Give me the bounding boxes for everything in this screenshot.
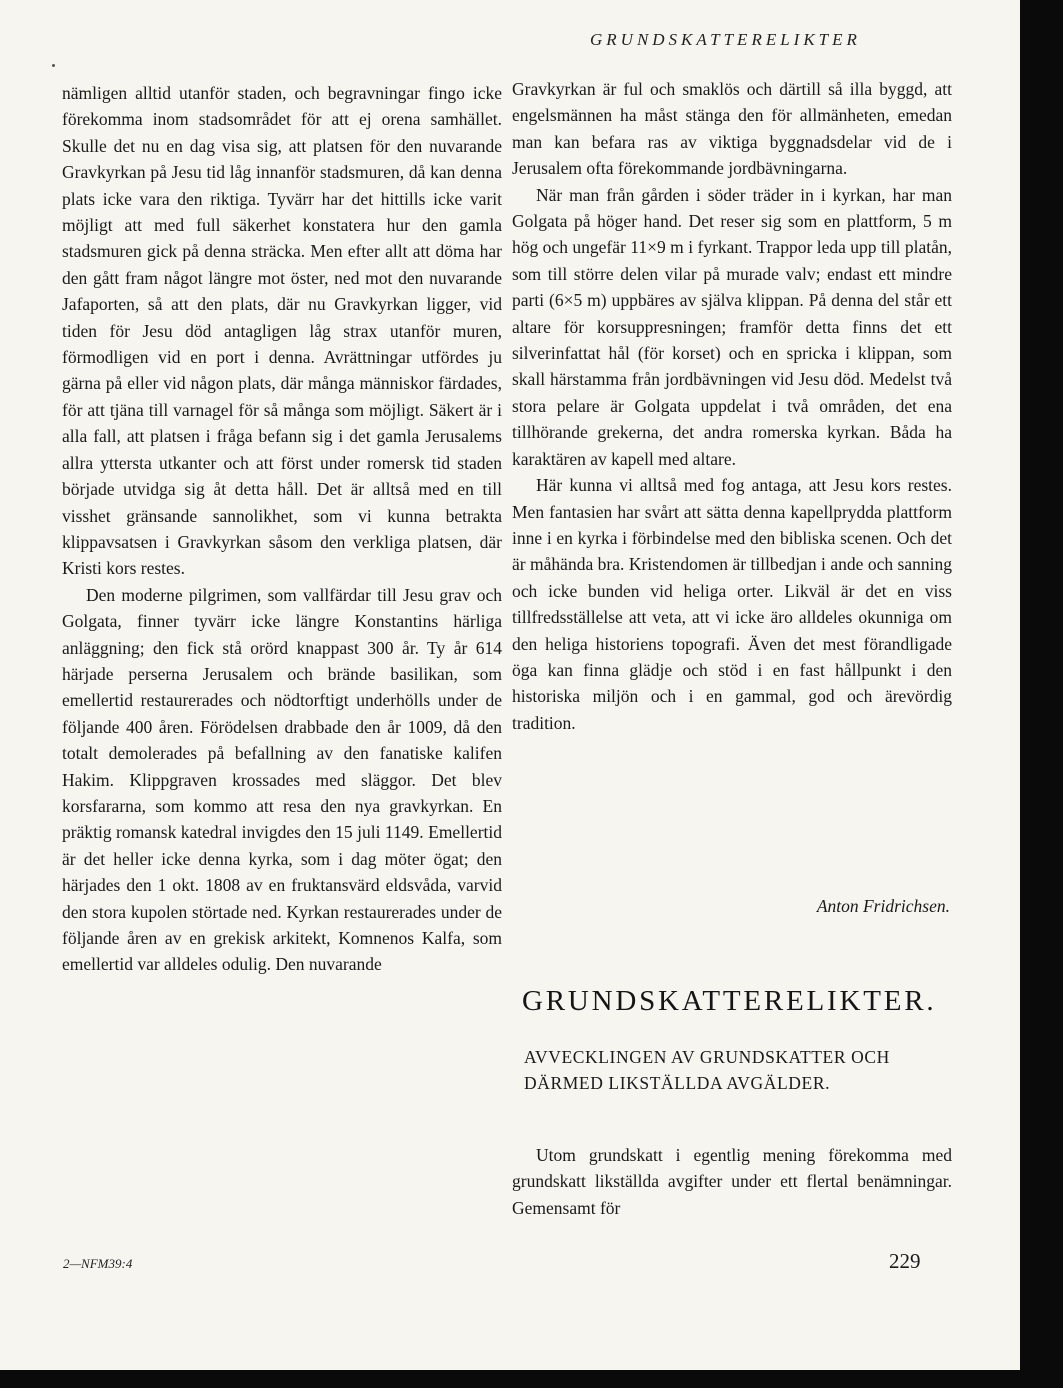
- running-head: GRUNDSKATTERELIKTER: [590, 30, 861, 49]
- right-paragraph-1: Gravkyrkan är ful och smaklös och därtill så illa byggd, att engelsmännen ha måst stänga den för allmänheten, emedan man kan befara ras av viktiga byggnadsdelar vid de i Jerusalem ofta förekommande jordbävningarna.: [512, 79, 952, 179]
- author-signature: Anton Fridrichsen.: [816, 896, 950, 916]
- article-title: GRUNDSKATTERELIKTER.: [522, 985, 937, 1017]
- article-body: [512, 1142, 952, 1221]
- right-column: [512, 76, 952, 736]
- article-subtitle: AVVECKLINGEN AV GRUNDSKATTER OCH DÄRMED LIKSTÄLLDA AVGÄLDER.: [524, 1047, 890, 1093]
- left-paragraph-1: nämligen alltid utanför staden, och begravningar fingo icke förekomma inom stadsområdet för att ej orena samhället. Skulle det nu en dag visa sig, att platsen för den nuvarande Gravkyrkan på Jesu tid låg innanför stadsmuren, då kan denna plats icke vara den riktiga. Tyvärr har det hittills icke varit möjligt att med full säkerhet konstatera hur den gamla stadsmuren gick på denna sträcka. Men efter allt att döma har den gått fram något längre mot öster, ned mot den nuvarande Jafaporten, så att den plats, där nu Gravkyrkan ligger, vid tiden för Jesu död antagligen låg strax utanför muren, förmodligen vid en port i denna. Avrättningar utfördes ju gärna på eller vid någon plats, där många människor färdades, för att tjäna till varnagel för så många som möjligt. Säkert är i alla fall, att platsen i fråga befann sig i det gamla Jerusalems allra yttersta utkanter och att först under romersk tid staden började utvidga sig åt detta håll. Det är alltså med en till visshet gränsande sannolikhet, som vi kunna betrakta klippavsatsen i Gravkyrkan såsom den verkliga platsen, där Kristi kors restes.: [62, 83, 502, 579]
- page-number: 229: [889, 1249, 921, 1273]
- right-paragraph-3: Här kunna vi alltså med fog antaga, att Jesu kors restes. Men fantasien har svårt att sätta denna kapellprydda plattform inne i en kyrka i förbindelse med den bibliska scenen. Och det är måhända bra. Kristendomen är tillbedjan i ande och sanning och icke bunden vid heliga orter. Likväl är det en viss tillfredsställelse att veta, att vi icke äro alldeles okunniga om den heliga historiens topografi. Även det mest förandligade öga kan finna glädje och stöd i en fast hållpunkt i den historiska miljön och i en gammal, god och ärevördig tradition.: [512, 475, 952, 733]
- article-paragraph: Utom grundskatt i egentlig mening förekomma med grundskatt likställda avgifter under ett flertal benämningar. Gemensamt för: [512, 1145, 952, 1218]
- right-paragraph-2: När man från gården i söder träder in i kyrkan, har man Golgata på höger hand. Det reser sig som en plattform, 5 m hög och ungefär 11×9 m i fyrkant. Trappor leda upp till platån, som till större delen vilar på murade valv; endast ett mindre parti (6×5 m) uppbäres av själva klippan. På denna del står ett altare för korsuppresningen; framför detta finns det ett silverinfattat hål (för korset) och en spricka i klippan, som skall härstamma från jordbävningen vid Jesu död. Medelst två stora pelare är Golgata uppdelat i två områden, det ena tillhörande grekerna, det andra romerska kyrkan. Båda ha karaktären av kapell med altare.: [512, 184, 952, 469]
- printer-signature-mark: 2—NFM39:4: [63, 1256, 133, 1271]
- left-paragraph-2: Den moderne pilgrimen, som vallfärdar till Jesu grav och Golgata, finner tyvärr icke längre Konstantins härliga anläggning; den fick stå orörd knappast 300 år. Ty år 614 härjade perserna Jerusalem och brände basilikan, som emellertid restaurerades och nödtorftigt underhölls under de följande 400 åren. Förödelsen drabbade den år 1009, då den totalt demolerades på befallning av den fanatiske kalifen Hakim. Klippgraven krossades med släggor. Det blev korsfararna, som kommo att resa den nya gravkyrkan. En präktig romansk katedral invigdes den 15 juli 1149. Emellertid är det heller icke denna kyrka, som i dag möter ögat; den härjades den 1 okt. 1808 av en fruktansvärd eldsvåda, varvid den stora kupolen störtade ned. Kyrkan restaurerades under de följande åren av en grekisk arkitekt, Komnenos Kalfa, som emellertid var alldeles odulig. Den nuvarande: [62, 584, 502, 975]
- print-speck: [52, 64, 55, 67]
- left-column: [62, 80, 502, 978]
